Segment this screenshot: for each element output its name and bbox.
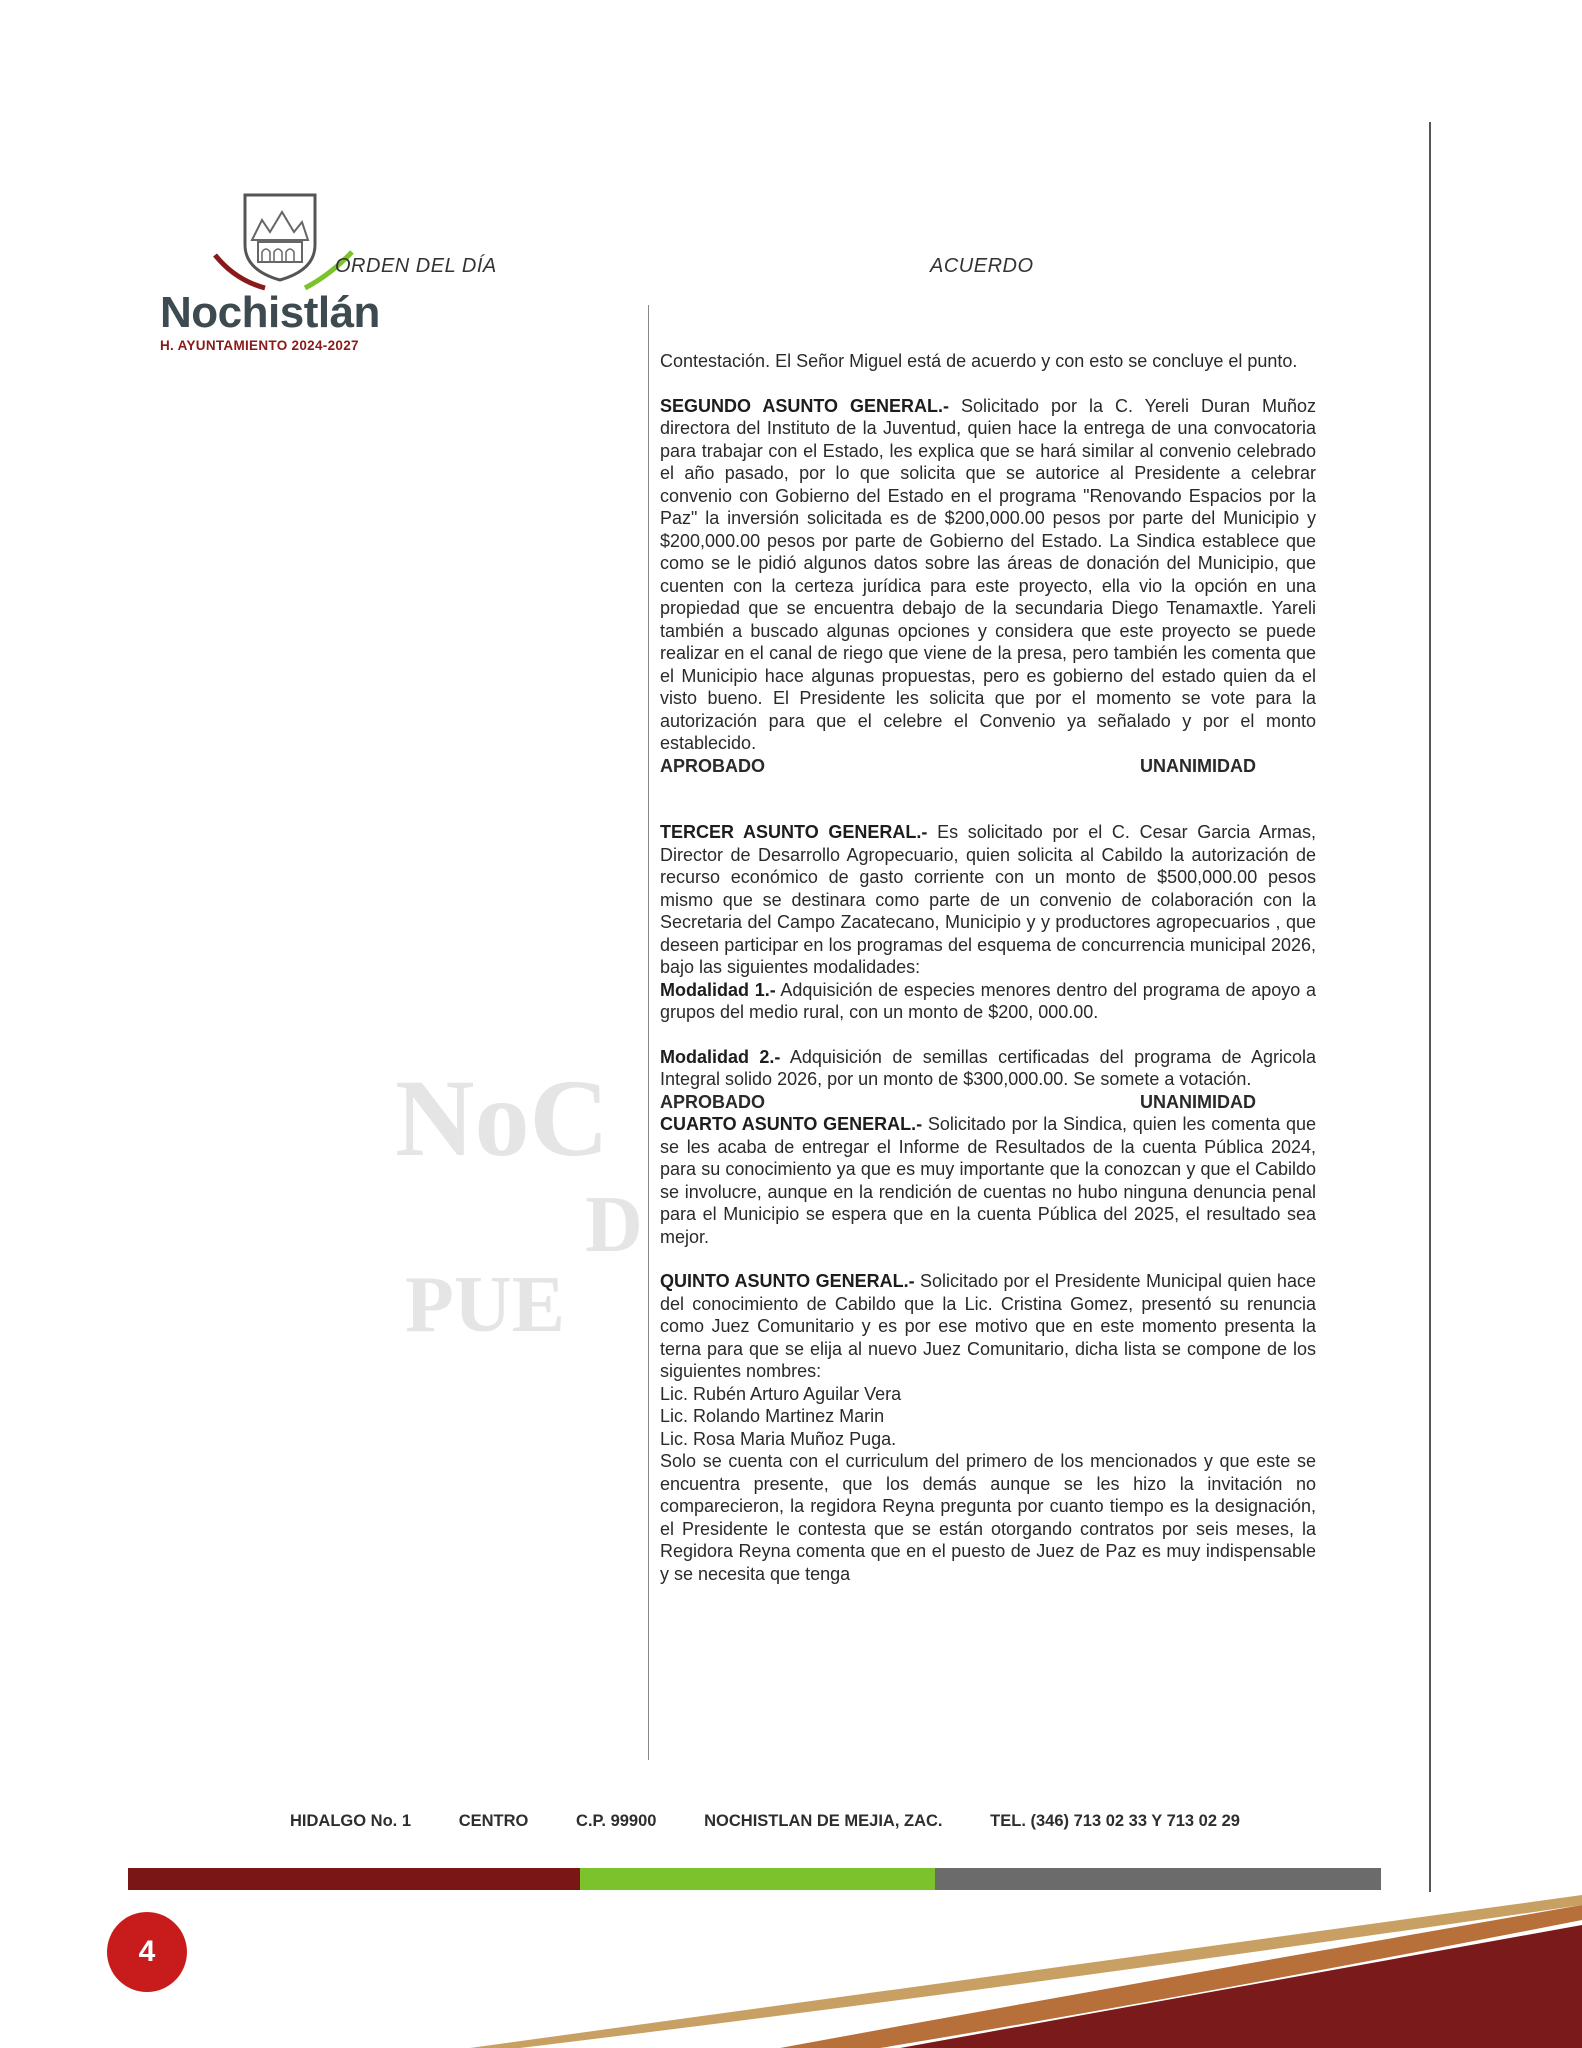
asunto-3-text: Es solicitado por el C. Cesar Garcia Armas, Director de Desarrollo Agropecuario, quien solicita al Cabildo la autorización de recurso económico de gasto corriente con un monto de $500,000.00 pesos mismo que se destinara como parte de un convenio de colaboración con la Secretaria del Campo Zacatecano, Municipio y y productores agropecuarios , que deseen participar en los programas del esquema de concurrencia municipal 2026, bajo las siguientes modalidades: bbox=[660, 822, 1316, 977]
footer-phone: TEL. (346) 713 02 33 Y 713 02 29 bbox=[990, 1812, 1240, 1830]
asunto-2-text: Solicitado por la C. Yereli Duran Muñoz directora del Instituto de la Juventud, quien hace la entrega de una convocatoria para trabajar con el Estado, les explica que se hará similar al convenio celebrado el año pasado, por lo que solicita que se autorice al Presidente a celebrar convenio con Gobierno del Estado en el programa "Renovando Espacios por la Paz" la inversión solicitada es de $200,000.00 pesos por parte del Municipio y $200,000.00 pesos por parte de Gobierno del Estado. La Sindica establece que como se le pidió algunos datos sobre las áreas de donación del Municipio, que cuenten con la certeza jurídica para este proyecto, ella vio la opción en una propiedad que se encuentra debajo de la secundaria Diego Tenamaxtle. Yareli también a buscado algunas opciones y considera que este proyecto se puede realizar en el canal de riego que viene de la presa, pero también les comenta que el Municipio hace algunas propuestas, pero es gobierno del estado quien da el visto bueno. El Presidente les solicita que por el momento se vote para la autorización para que el celebre el Convenio ya señalado y por el monto establecido. bbox=[660, 395, 1316, 753]
vote-1-approved: APROBADO bbox=[660, 755, 766, 776]
asunto-2-title: SEGUNDO ASUNTO GENERAL.- bbox=[660, 395, 949, 416]
vote-2-approved: APROBADO bbox=[660, 1091, 766, 1112]
brand-subtitle: H. AYUNTAMIENTO 2024-2027 bbox=[160, 338, 359, 353]
candidate-name-3: Lic. Rosa Maria Muñoz Puga. bbox=[660, 1428, 897, 1449]
asunto-5-text: Solicitado por el Presidente Municipal quien hace del conocimiento de Cabildo que la Lic. Cristina Gomez, presentó su renuncia como Juez Comunitario y es por ese motivo que en este momento presenta la terna para que se elija al nuevo Juez Comunitario, dicha lista se compone de los siguientes nombres: bbox=[660, 1271, 1316, 1381]
paragraph-final: Solo se cuenta con el curriculum del primero de los mencionados y que este se encuentra presente, que los demás aunque se les hizo la invitación no comparecieron, la regidora Reyna pregunta por cuanto tiempo es la designación, el Presidente le contesta que se están otorgando contratos por seis meses, la Regidora Reyna comenta que en el puesto de Juez de Paz es muy indispensable y se necesita que tenga bbox=[660, 1451, 1316, 1584]
footer-address: HIDALGO No. 1 bbox=[290, 1812, 412, 1830]
agreement-title: ACUERDO bbox=[930, 255, 1034, 277]
candidate-name-2: Lic. Rolando Martinez Marin bbox=[660, 1406, 885, 1426]
page-number-badge: 4 bbox=[107, 1912, 187, 1992]
asunto-4-text: Solicitado por la Sindica, quien les comenta que se les acaba de entregar el Informe de Resultados de la cuenta Pública 2024, para su conocimiento ya que es muy importante que la conozcan y que el Cabildo se involucre, aunque en la rendición de cuentas no hubo ninguna denuncia penal para el Municipio se espera que en la cuenta Pública del 2025, el resultado sea mejor. bbox=[660, 1114, 1316, 1247]
modalidad-2-text: Adquisición de semillas certificadas del programa de Agricola Integral solido 2026, por un monto de $300,000.00. Se somete a votación. bbox=[660, 1046, 1316, 1089]
modalidad-2-title: Modalidad 2.- bbox=[660, 1046, 781, 1067]
asunto-5-title: QUINTO ASUNTO GENERAL.- bbox=[660, 1271, 915, 1291]
modalidad-1-title: Modalidad 1.- bbox=[660, 979, 776, 1000]
brand-name: Nochistlán bbox=[160, 288, 380, 337]
vote-2-unanimity: UNANIMIDAD bbox=[1140, 1091, 1256, 1112]
paragraph-contestacion: Contestación. El Señor Miguel está de acuerdo y con esto se concluye el punto. bbox=[660, 351, 1298, 371]
footer-city: NOCHISTLAN DE MEJIA, ZAC. bbox=[704, 1812, 943, 1830]
watermark: NoC D PUE bbox=[395, 1057, 643, 1349]
agenda-title: ORDEN DEL DÍA bbox=[335, 255, 497, 277]
footer-zip: C.P. 99900 bbox=[576, 1812, 657, 1830]
vote-1-unanimity: UNANIMIDAD bbox=[1140, 755, 1256, 776]
footer-district: CENTRO bbox=[458, 1812, 529, 1830]
candidate-name-1: Lic. Rubén Arturo Aguilar Vera bbox=[660, 1383, 902, 1404]
modalidad-1-text: Adquisición de especies menores dentro del programa de apoyo a grupos del medio rural, con un monto de $200, 000.00. bbox=[660, 979, 1316, 1022]
asunto-3-title: TERCER ASUNTO GENERAL.- bbox=[660, 822, 928, 842]
asunto-4-title: CUARTO ASUNTO GENERAL.- bbox=[660, 1114, 923, 1134]
